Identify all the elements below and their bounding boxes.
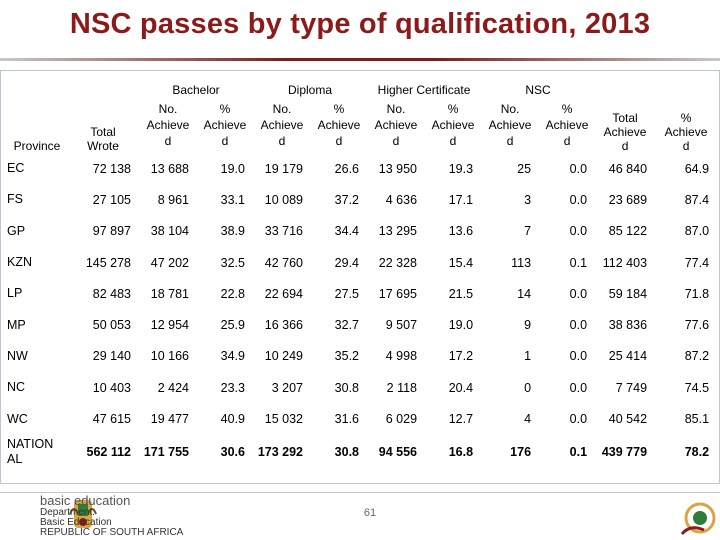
cell-total-pct: 77.6 [684, 318, 710, 333]
cell-diploma-no: 22 694 [264, 286, 303, 301]
cell-province [1, 435, 67, 469]
header-total-wrote [67, 71, 139, 153]
cell-province: NW [7, 348, 28, 363]
cell-bachelor-no: 12 954 [150, 318, 189, 333]
cell-total-pct: 87.4 [684, 192, 710, 207]
cell-province: MP [7, 317, 26, 332]
national-label-line2: AL [7, 451, 23, 466]
table-row [1, 216, 717, 247]
cell-hc-pct: 20.4 [448, 380, 474, 395]
cell-total: 40 542 [608, 412, 648, 427]
cell-total-pct: 78.2 [684, 444, 710, 459]
cell-nsc-no: 1 [524, 349, 532, 364]
cell-diploma-no: 33 716 [264, 224, 303, 239]
cell-hc-pct: 21.5 [448, 286, 474, 301]
national-label-line1: NATION [7, 436, 54, 451]
group-header-row [1, 71, 717, 97]
cell-bachelor-no: 8 961 [157, 192, 189, 207]
cell-wrote: 27 105 [92, 192, 131, 207]
header-line: Achieve [203, 118, 247, 132]
header-line: d [682, 139, 690, 153]
cell-wrote: 562 112 [86, 444, 131, 459]
header-line: d [392, 134, 400, 148]
cell-bachelor-no: 171 755 [143, 444, 189, 459]
cell-bachelor-no: 10 166 [150, 349, 189, 364]
header-line: No. [272, 102, 292, 116]
cell-bachelor-pct: 40.9 [220, 412, 245, 427]
cell-wrote: 29 140 [92, 349, 131, 364]
table-row [1, 184, 717, 215]
header-line: Achieve [603, 125, 647, 139]
cell-province: WC [7, 411, 28, 426]
logo-line: REPUBLIC OF SOUTH AFRICA [40, 527, 184, 538]
cell-diploma-pct: 27.5 [334, 286, 360, 301]
header-line: d [278, 134, 286, 148]
cell-bachelor-no: 2 424 [157, 380, 189, 395]
cell-nsc-pct: 0.0 [569, 224, 588, 239]
national-total-row [1, 435, 717, 469]
cell-bachelor-pct: 32.5 [220, 255, 245, 270]
cell-nsc-no: 3 [524, 192, 532, 207]
cell-nsc-pct: 0.0 [569, 286, 588, 301]
header-line: % [447, 102, 459, 116]
cell-province: KZN [7, 255, 32, 270]
header-line: Total [612, 111, 638, 125]
header-line: d [563, 134, 571, 148]
header-no-achieved [367, 97, 425, 153]
cell-diploma-pct: 26.6 [334, 161, 360, 176]
cell-nsc-no: 14 [517, 286, 532, 301]
cell-hc-pct: 19.3 [448, 161, 474, 176]
table-row [1, 341, 717, 372]
cell-province: NC [7, 380, 26, 395]
header-no-achieved [481, 97, 539, 153]
cell-diploma-pct: 37.2 [334, 192, 360, 207]
cell-wrote: 82 483 [92, 286, 131, 301]
department-logo [40, 494, 183, 538]
cell-diploma-no: 173 292 [257, 444, 303, 459]
header-total-wrote-line2: Wrote [87, 139, 119, 153]
cell-hc-pct: 19.0 [448, 318, 474, 333]
header-line: Achieve [545, 118, 589, 132]
cell-hc-no: 6 029 [385, 412, 418, 427]
cell-total: 7 749 [615, 380, 648, 395]
cell-nsc-no: 0 [524, 380, 532, 395]
header-line: Achieve [260, 118, 304, 132]
header-no-achieved [139, 97, 197, 153]
header-line: % [333, 102, 345, 116]
header-line: Achieve [431, 118, 475, 132]
cell-nsc-pct: 0.0 [569, 412, 588, 427]
header-line: Achieve [488, 118, 532, 132]
cell-hc-no: 9 507 [385, 318, 418, 333]
cell-bachelor-pct: 25.9 [220, 318, 245, 333]
header-line: d [335, 134, 343, 148]
header-total-wrote-line1: Total [90, 125, 116, 139]
header-group-diploma: Diploma [288, 83, 333, 97]
cell-total-pct: 87.2 [684, 349, 710, 364]
cell-wrote: 47 615 [92, 412, 131, 427]
cell-total-pct: 71.8 [684, 286, 710, 301]
cell-province: FS [7, 192, 23, 207]
cell-hc-pct: 12.7 [448, 412, 474, 427]
table-row [1, 309, 717, 340]
cell-diploma-no: 15 032 [264, 412, 303, 427]
cell-total-pct: 74.5 [684, 380, 710, 395]
header-pct-achieved [311, 97, 367, 153]
cell-hc-no: 22 328 [378, 255, 418, 270]
cell-hc-no: 4 998 [385, 349, 418, 364]
cell-bachelor-pct: 38.9 [220, 224, 245, 239]
cell-diploma-no: 42 760 [264, 255, 303, 270]
header-line: Achieve [664, 125, 708, 139]
cell-bachelor-pct: 30.6 [220, 444, 245, 459]
cell-total: 25 414 [608, 349, 648, 364]
header-line: Achieve [317, 118, 361, 132]
cell-bachelor-no: 47 202 [150, 255, 189, 270]
header-pct-achieved [425, 97, 481, 153]
cell-nsc-no: 176 [510, 444, 532, 459]
cell-diploma-no: 10 249 [264, 349, 303, 364]
cell-nsc-no: 25 [517, 161, 532, 176]
table-row [1, 278, 717, 309]
cell-hc-no: 13 950 [378, 161, 418, 176]
cell-total: 23 689 [608, 192, 648, 207]
logo-line: Basic Education [40, 517, 112, 528]
cell-total: 46 840 [608, 161, 648, 176]
cell-wrote: 97 897 [92, 224, 131, 239]
cell-diploma-no: 10 089 [264, 192, 303, 207]
header-province: Province [13, 139, 61, 153]
cell-province: EC [7, 161, 25, 176]
header-line: No. [158, 102, 178, 116]
cell-hc-no: 13 295 [378, 224, 418, 239]
table-row [1, 153, 717, 184]
header-line: % [219, 102, 231, 116]
cell-total: 85 122 [608, 224, 648, 239]
cell-nsc-pct: 0.0 [569, 161, 588, 176]
cell-wrote: 50 053 [92, 318, 131, 333]
cell-diploma-pct: 30.8 [334, 380, 360, 395]
cell-diploma-pct: 32.7 [334, 318, 360, 333]
header-no-achieved [253, 97, 311, 153]
header-line: Achieve [374, 118, 418, 132]
cell-total-pct: 85.1 [684, 412, 710, 427]
header-line: d [449, 134, 457, 148]
table-row [1, 372, 717, 403]
cell-bachelor-no: 18 781 [150, 286, 189, 301]
cell-hc-pct: 13.6 [448, 224, 474, 239]
cell-hc-no: 17 695 [378, 286, 418, 301]
page-number: 61 [363, 507, 377, 519]
cell-nsc-pct: 0.0 [569, 349, 588, 364]
cell-bachelor-pct: 33.1 [220, 192, 245, 207]
cell-diploma-pct: 35.2 [334, 349, 360, 364]
header-pct-achieved [197, 97, 253, 153]
cell-total-pct: 77.4 [684, 255, 710, 270]
cell-province: LP [7, 286, 23, 301]
header-line: Achieve [146, 118, 190, 132]
cell-hc-pct: 16.8 [448, 444, 474, 459]
cell-hc-pct: 17.1 [448, 192, 474, 207]
cell-total-pct: 87.0 [684, 224, 710, 239]
header-line: % [561, 102, 573, 116]
title-divider [0, 58, 720, 61]
cell-nsc-pct: 0.0 [569, 318, 588, 333]
cell-nsc-no: 113 [511, 255, 532, 270]
cell-nsc-pct: 0.1 [569, 444, 588, 459]
table-row [1, 247, 717, 278]
logo-line: Department: [40, 507, 96, 518]
qualification-table [1, 71, 717, 469]
cell-hc-pct: 15.4 [448, 255, 474, 270]
header-line: d [164, 134, 172, 148]
cell-diploma-no: 3 207 [271, 380, 303, 395]
cell-nsc-no: 7 [524, 224, 532, 239]
cell-total-pct: 64.9 [684, 161, 710, 176]
cell-diploma-pct: 30.8 [334, 444, 360, 459]
header-pct-achieved [539, 97, 595, 153]
cell-hc-no: 2 118 [386, 380, 418, 395]
cell-diploma-pct: 29.4 [334, 255, 360, 270]
table-row [1, 403, 717, 434]
page-title: NSC passes by type of qualification, 2013 [69, 8, 651, 40]
cell-diploma-no: 16 366 [264, 318, 303, 333]
cell-nsc-pct: 0.0 [569, 380, 588, 395]
cell-nsc-no: 9 [524, 318, 532, 333]
header-group-bachelor: Bachelor [172, 83, 220, 97]
cell-bachelor-pct: 22.8 [220, 286, 245, 301]
cell-nsc-pct: 0.1 [569, 255, 588, 270]
cell-nsc-pct: 0.0 [569, 192, 588, 207]
cell-bachelor-no: 19 477 [150, 412, 189, 427]
header-group-nsc: NSC [525, 83, 551, 97]
header-total-achieved [595, 71, 655, 153]
logo-title: basic education [40, 493, 131, 508]
header-group-higher-certificate: Higher Certificate [377, 83, 471, 97]
header-line: % [680, 111, 692, 125]
cell-total: 112 403 [602, 255, 648, 270]
header-pct-total-achieved [655, 71, 717, 153]
cell-total: 38 836 [608, 318, 648, 333]
cell-nsc-no: 4 [524, 412, 532, 427]
cell-hc-pct: 17.2 [448, 349, 474, 364]
cell-diploma-pct: 31.6 [334, 412, 360, 427]
cell-total: 439 779 [601, 444, 648, 459]
cell-province: GP [7, 223, 26, 238]
cell-wrote: 72 138 [92, 161, 131, 176]
cell-total: 59 184 [608, 286, 648, 301]
cell-hc-no: 4 636 [385, 192, 418, 207]
header-line: No. [500, 102, 520, 116]
cell-wrote: 10 403 [92, 380, 131, 395]
cell-hc-no: 94 556 [378, 444, 418, 459]
cell-bachelor-pct: 23.3 [220, 380, 245, 395]
header-line: d [621, 139, 629, 153]
cell-bachelor-no: 13 688 [150, 161, 189, 176]
cell-diploma-pct: 34.4 [334, 224, 360, 239]
anniversary-emblem-icon [670, 494, 718, 538]
header-line: d [506, 134, 514, 148]
cell-diploma-no: 19 179 [264, 161, 303, 176]
cell-bachelor-pct: 34.9 [220, 349, 245, 364]
header-line: d [221, 134, 229, 148]
header-line: No. [386, 102, 406, 116]
cell-bachelor-pct: 19.0 [220, 161, 245, 176]
cell-wrote: 145 278 [85, 255, 131, 270]
cell-bachelor-no: 38 104 [150, 224, 189, 239]
